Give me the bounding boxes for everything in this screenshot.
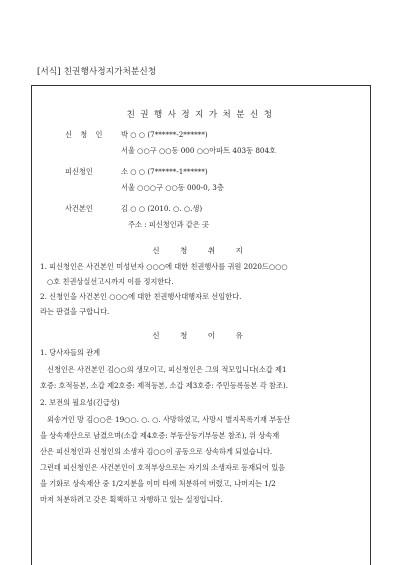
purpose-line: 2. 신청인을 사건본인 ○○○에 대한 친권행사대행자로 선임한다. xyxy=(40,292,242,301)
reason-line: 그런데 피신청인은 사건본인이 호적부상으로는 자기의 소생자로 등재되어 있음 xyxy=(40,463,286,472)
purpose-line: 라는 판결을 구합니다. xyxy=(40,307,110,316)
reason-line: 을 기화로 상속재산 중 1/2지분을 이미 타에 처분하여 버렸고, 나머지는 1/2 xyxy=(40,479,276,488)
party-respondent-name: 소 ○ ○ (7******-1******) xyxy=(121,167,208,176)
reason-line: 호증: 호적등본, 소갑 제2호증: 제적등본, 소갑 제3호증: 주민등록등본 각 참조). xyxy=(40,381,288,390)
reason-heading: 신 청 이 유 xyxy=(152,331,252,340)
reason-subheading: 2. 보전의 필요성(긴급성) xyxy=(40,398,120,407)
document-frame xyxy=(31,85,371,565)
party-label-subject: 사건본인 xyxy=(65,204,93,213)
purpose-heading: 신 청 취 지 xyxy=(152,246,252,255)
reason-line: 외송거인 망 김○○은 19○○. ○. ○. 사망하였고, 사망시 별지목록기재 부동산 xyxy=(47,415,291,424)
purpose-line: 1. 피신청인은 사건본인 미성년자 ○○○에 대한 친권행사를 귀원 2020드○○○ xyxy=(40,262,288,271)
party-applicant-address: 서울 ○○구 ○○동 000 ○○아파트 403동 804호 xyxy=(121,146,276,155)
party-label-applicant: 신 청 인 xyxy=(65,130,106,139)
party-subject-name: 김 ○ ○ (2010. ○. ○.생) xyxy=(121,204,203,213)
party-applicant-name: 박 ○ ○ (7******-2******) xyxy=(121,130,208,139)
reason-subheading: 1. 당사자들의 관계 xyxy=(40,348,101,357)
party-subject-address: 주소 : 피신청인과 같은 곳 xyxy=(128,220,209,229)
document-title: 친권행사정지가처분신청 xyxy=(126,110,278,120)
party-respondent-address: 서울 ○○○구 ○○동 000-0, 3층 xyxy=(121,183,224,192)
reason-line: 산은 피신청인과 신청인의 소생자 김○○이 공동으로 상속하게 되었습니다. xyxy=(40,447,273,456)
reason-line: 을 상속재산으로 남겼으며(소갑 제4호증: 부동산등기부등본 참조), 위 상속재 xyxy=(40,431,280,440)
purpose-line: ○호 친권상실선고시까지 이를 정지한다. xyxy=(47,277,174,286)
party-label-respondent: 피신청인 xyxy=(65,167,93,176)
reason-line: 마저 처분하려고 갖은 획책하고 자행하고 있는 실정입니다. xyxy=(40,495,223,504)
reason-line: 신청인은 사건본인 김○○의 생모이고, 피신청인은 그의 적모입니다(소갑 제1 xyxy=(47,365,287,374)
form-caption: [서식] 친권행사정지가처분신청 xyxy=(37,67,157,77)
